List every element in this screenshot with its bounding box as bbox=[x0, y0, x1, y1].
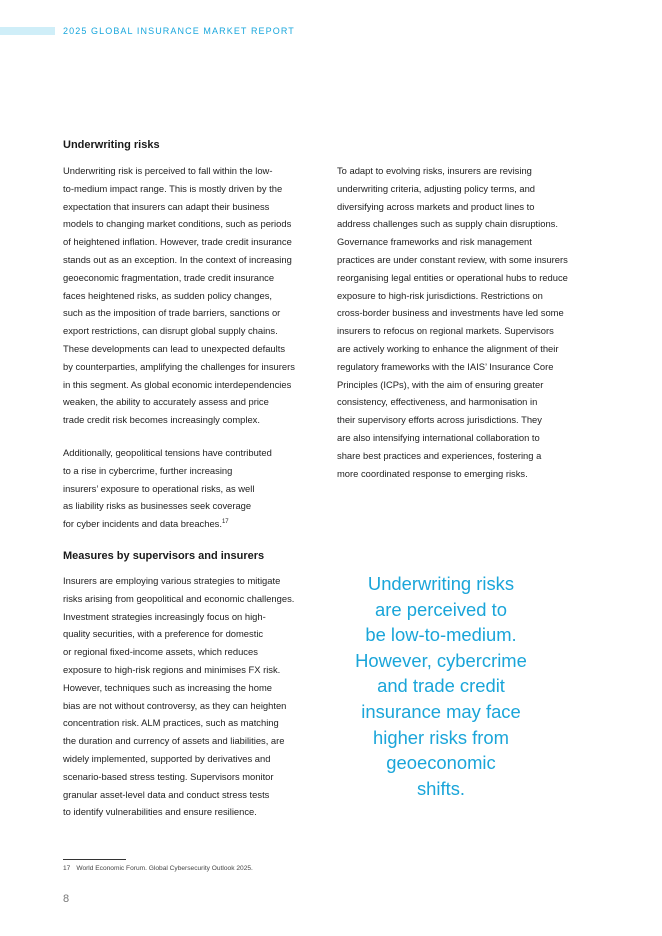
text-line: to-medium impact range. This is mostly driven by the bbox=[63, 182, 283, 194]
pull-quote bbox=[342, 571, 540, 801]
quote-line: are perceived to bbox=[375, 598, 507, 620]
text-line: reorganising legal entities or operational hubs to reduce bbox=[337, 271, 568, 283]
quote-line: and trade credit bbox=[377, 675, 505, 697]
text-line: exposure to high-risk jurisdictions. Restrictions on bbox=[337, 289, 543, 301]
text-line: Investment strategies increasingly focus on high- bbox=[63, 610, 266, 622]
text-line: granular asset-level data and conduct stress tests bbox=[63, 788, 270, 800]
text-line: bias are not without controversy, as they can heighten bbox=[63, 699, 287, 711]
text-line: are actively working to enhance the alignment of their bbox=[337, 342, 559, 354]
text-line: diversifying across markets and product lines to bbox=[337, 200, 535, 212]
text-line: These developments can lead to unexpected defaults bbox=[63, 342, 286, 354]
quote-line: higher risks from bbox=[373, 726, 509, 748]
text-line: cross-border business and investments have led some bbox=[337, 307, 564, 319]
text-line: insurers’ exposure to operational risks, as well bbox=[63, 482, 255, 494]
text-line bbox=[63, 515, 272, 533]
footnote-number: 17 bbox=[63, 865, 71, 872]
page-number: 8 bbox=[63, 893, 70, 905]
text-line: in this segment. As global economic interdependencies bbox=[63, 378, 292, 390]
text-line: To adapt to evolving risks, insurers are revising bbox=[337, 165, 532, 176]
text-line-content: for cyber incidents and data breaches. bbox=[63, 518, 222, 530]
text-line: the duration and currency of assets and liabilities, are bbox=[63, 735, 285, 747]
text-line: by counterparties, amplifying the challenges for insurers bbox=[63, 360, 295, 372]
quote-line: However, cybercrime bbox=[355, 649, 527, 671]
text-line: quality securities, with a preference for domestic bbox=[63, 628, 264, 640]
paragraph-cybercrime bbox=[63, 444, 272, 533]
footnote bbox=[63, 865, 253, 872]
quote-line: shifts. bbox=[416, 777, 466, 799]
text-line: Principles (ICPs), with the aim of ensuring greater bbox=[337, 378, 544, 390]
text-line: to a rise in cybercrime, further increasing bbox=[63, 464, 233, 476]
text-line: are also intensifying international collaboration to bbox=[337, 431, 540, 443]
text-line: exposure to high-risk regions and minimises FX risk. bbox=[63, 663, 281, 675]
quote-line: insurance may face bbox=[361, 700, 521, 722]
text-line: faces heightened risks, as sudden policy changes, bbox=[63, 289, 272, 301]
text-line: models to changing market conditions, such as periods bbox=[63, 218, 292, 230]
text-line: underwriting criteria, adjusting policy terms, and bbox=[337, 182, 536, 194]
text-line: practices are under constant review, with some insurers bbox=[337, 253, 568, 265]
text-line: geoeconomic fragmentation, trade credit insurance bbox=[63, 271, 275, 283]
text-line: concentration risk. ALM practices, such as matching bbox=[63, 717, 279, 729]
text-line: more coordinated response to emerging risks. bbox=[337, 467, 528, 479]
quote-line: Underwriting risks bbox=[367, 573, 515, 594]
section-heading-underwriting-risks: Underwriting risks bbox=[63, 139, 160, 151]
text-line: However, techniques such as increasing the home bbox=[63, 681, 272, 693]
text-line: scenario-based stress testing. Supervisors monitor bbox=[63, 770, 274, 782]
quote-line: geoeconomic bbox=[386, 752, 496, 774]
section-heading-measures: Measures by supervisors and insurers bbox=[63, 550, 265, 562]
footnote-text: World Economic Forum. Global Cybersecurity Outlook 2025. bbox=[76, 865, 253, 872]
text-line: Additionally, geopolitical tensions have contributed bbox=[63, 447, 272, 458]
text-line: export restrictions, can disrupt global supply chains. bbox=[63, 325, 278, 337]
text-line: consistency, effectiveness, and harmonisation in bbox=[337, 396, 538, 408]
text-line: or regional fixed-income assets, which reduces bbox=[63, 646, 258, 658]
text-line: such as the imposition of trade barriers, sanctions or bbox=[63, 307, 281, 319]
text-line: stands out as an exception. In the context of increasing bbox=[63, 253, 292, 265]
text-line: expectation that insurers can adapt their business bbox=[63, 200, 270, 212]
text-line: Insurers are employing various strategies to mitigate bbox=[63, 575, 281, 586]
text-line: widely implemented, supported by derivatives and bbox=[63, 752, 271, 764]
text-line: Underwriting risk is perceived to fall within the low- bbox=[63, 165, 273, 176]
quote-line: be low-to-medium. bbox=[365, 624, 517, 646]
footnote-divider bbox=[63, 859, 126, 860]
text-line: as liability risks as businesses seek coverage bbox=[63, 500, 252, 512]
text-line: insurers to refocus on regional markets. Supervisors bbox=[337, 325, 554, 337]
report-title: 2025 GLOBAL INSURANCE MARKET REPORT bbox=[63, 26, 295, 36]
text-line: address challenges such as supply chain disruptions. bbox=[337, 218, 558, 230]
text-line: Governance frameworks and risk management bbox=[337, 236, 532, 248]
text-line: trade credit risk becomes increasingly complex. bbox=[63, 414, 260, 426]
text-line: weaken, the ability to accurately assess and price bbox=[63, 396, 269, 408]
text-line: their supervisory efforts across jurisdictions. They bbox=[337, 414, 542, 426]
paragraph-adapting-to-risks bbox=[337, 162, 568, 482]
text-line: risks arising from geopolitical and economic challenges. bbox=[63, 592, 295, 604]
header-accent-bar bbox=[0, 27, 55, 35]
text-line: regulatory frameworks with the IAIS’ Insurance Core bbox=[337, 360, 554, 372]
paragraph-measures bbox=[63, 572, 294, 821]
paragraph-underwriting-risk bbox=[63, 162, 295, 429]
text-line: to identify vulnerabilities and ensure resilience. bbox=[63, 806, 257, 818]
text-line: share best practices and experiences, fostering a bbox=[337, 449, 542, 461]
footnote-ref: 17 bbox=[221, 519, 229, 526]
text-line: of heightened inflation. However, trade credit insurance bbox=[63, 236, 292, 248]
